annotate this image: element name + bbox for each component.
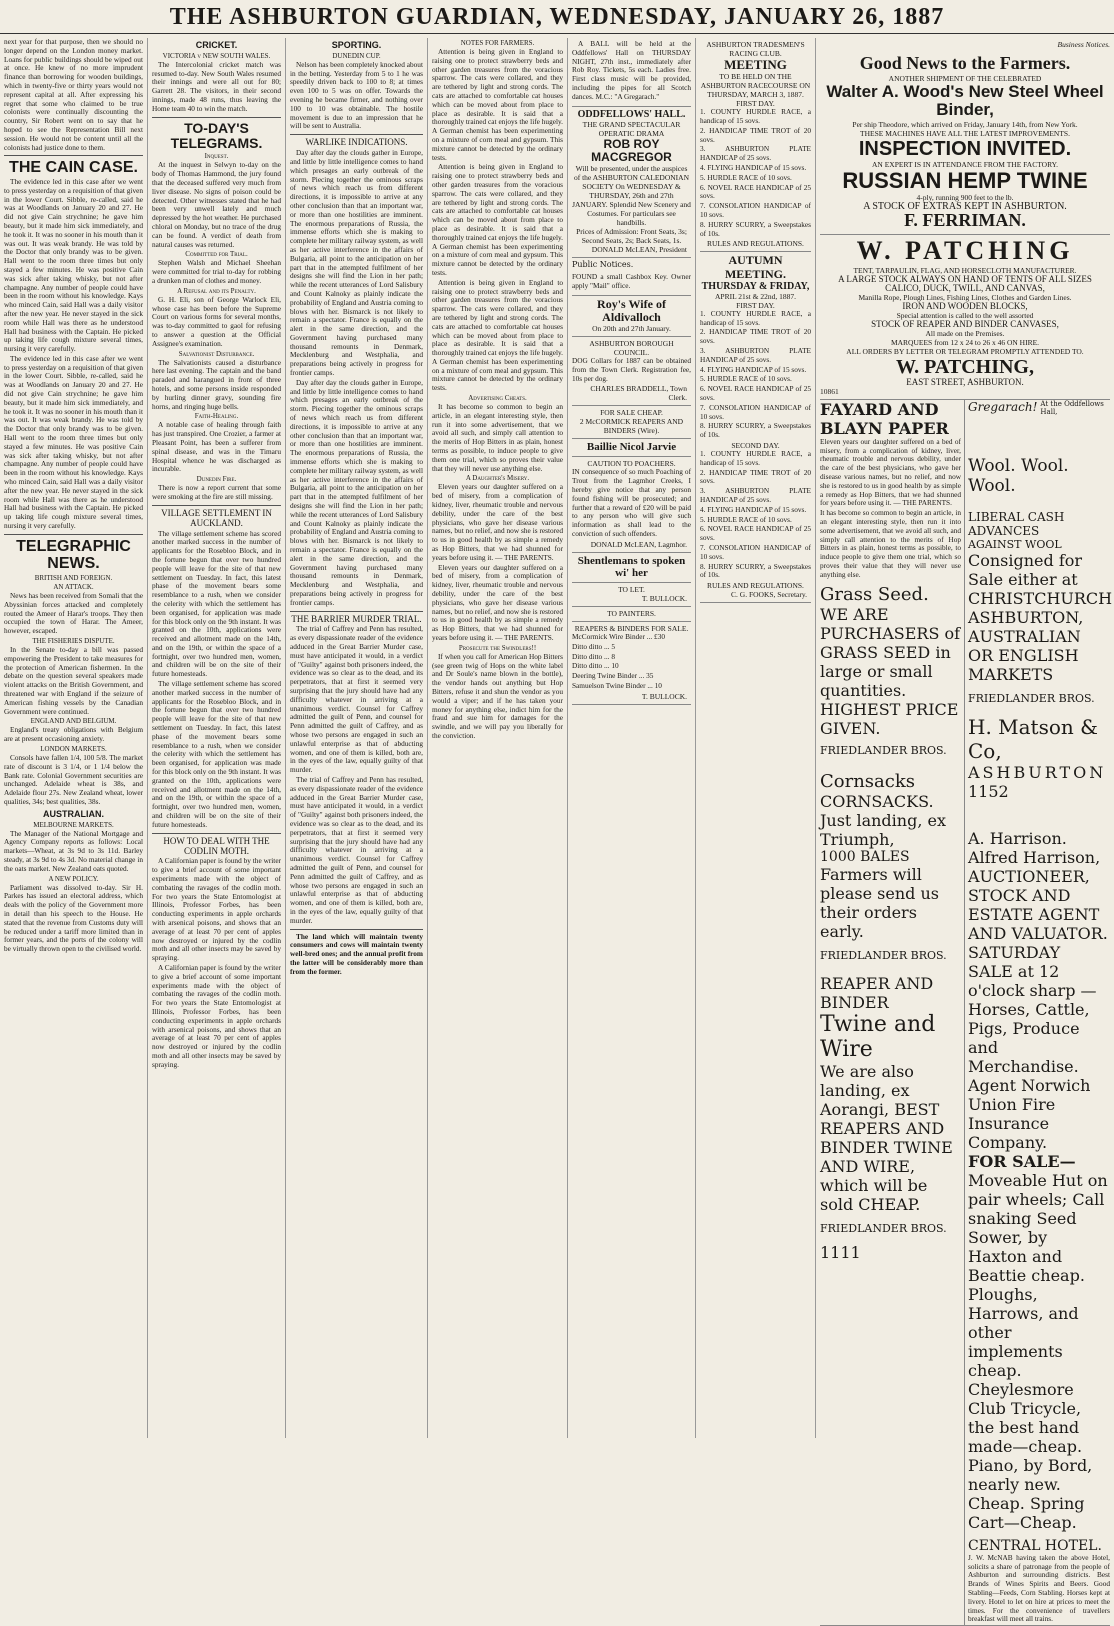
premises-line: All made on the Premises.: [925, 328, 1005, 338]
reapers-line: 2 McCORMICK REAPERS AND BINDERS (Wire).: [579, 417, 684, 436]
race-event-item: 6. NOVEL RACE HANDICAP of 25 sovs.: [700, 524, 811, 543]
reaper-binder-line: REAPER AND BINDER: [820, 973, 934, 1012]
race-event-item: 2. HANDICAP TIME TROT of 20 sovs.: [700, 467, 811, 486]
consigned-line: Consigned for Sale either at: [968, 550, 1083, 589]
fisheries-subhead: THE FISHERIES DISPUTE.: [32, 637, 115, 645]
poachers-ad: [572, 457, 691, 552]
patching-number: 10861: [820, 386, 839, 396]
auctioneer-line: AUCTIONEER, STOCK AND ESTATE AGENT AND VALUATOR.: [968, 866, 1108, 943]
council-ad: [572, 337, 691, 406]
rules-heading-2: RULES AND REGULATIONS.: [707, 581, 804, 591]
notes-farmers-heading: NOTES FOR FARMERS.: [460, 39, 535, 47]
for-sale-heading: FOR SALE—: [968, 1151, 1076, 1171]
mid-left: [820, 400, 965, 1625]
wool-title: Wool. Wool. Wool.: [968, 455, 1069, 496]
todays-telegrams-heading: TO-DAY'S TELEGRAMS.: [170, 119, 263, 152]
baillie-title: Baillie Nicol Jarvie: [586, 441, 677, 454]
oddfellows-small: At the Oddfellows Hall,: [1040, 399, 1104, 416]
spacer: [968, 496, 1110, 510]
melbourne-markets-body: The Manager of the National Mortgage and Agency Company reports as follows: Local markets—Wheat, at 3s 9d to 3s 11d. Barley steady, at 3s 9d to 4s 3d. No material change in the oats market. New Zealand oats quoted.: [4, 828, 143, 873]
to-let-ad: [572, 583, 691, 607]
dog-collars-text: DOG Collars for 1887 can be obtained from the Town Clerk. Registration fee, 10s per dog.: [572, 355, 691, 383]
race-event-item: 7. CONSOLATION HANDICAP of 10 sovs.: [700, 402, 811, 421]
oddfellows-heading: ODDFELLOWS' HALL.: [577, 108, 686, 120]
barrier-murder-body: The trial of Caffrey and Penn has resulted, as every dispassionate reader of the evidence adduced in the Great Barrier Murder case, must have anticipated it would, in a verdict of "Guilty" against both prisoners indeed, the evidence was so clear as to the dead, and its perpetrators, that at first it seemed very surprising that the jury should have had any difficulty whatever in arriving at a unanimous verdict. Counsel for Caffrey admitted the guilt of Penn, and counsel for Penn admitted the guilt of Caffrey, and as whose two persons are engaged in such an unlawful enterprise as that of abducting women, and one of them is killed, both are, in the eyes of the law, equally guilty of that murder.: [290, 624, 423, 775]
mid-right: [965, 399, 1113, 1625]
attack-body: News has been received from Somali that the Abyssinian forces attacked and completely routed the Ameer of Harar's troops. They then occupied the town of Harar. The Ameer, however, escaped.: [4, 591, 143, 636]
manilla-line: Manilla Rope, Plough Lines, Fishing Lines, Clothes and Garden Lines.: [858, 292, 1072, 302]
reapers-binders-item: Ditto ditto ... 10: [572, 661, 619, 671]
shentlemans-ad: [572, 553, 691, 583]
reapers-binders-item: Deering Twine Binder ... 35: [572, 671, 654, 681]
cricket-body: The Intercolonial cricket match was resumed to-day. New South Wales resumed their innings and were all out for 80; Garrett 28. The visitors, in their second innings, made 48 runs, thus leaving the Home team 40 to win the match.: [152, 59, 281, 113]
codlin-moth-body-2: A Californian paper is found by the writer to give a brief account of some important experiments made with the object of combating the ravages of the codlin moth. For two years the State Entomologist at Illinois, Professor Forbes, has been conducting experiments in apple orchards with arsenical poisons, and shows that an average of at least 70 per cent of apples now destroyed or injured by the codlin moth and all other insects may be saved by spraying.: [152, 962, 281, 1069]
president-signature: DONALD McLEAN, President: [591, 244, 687, 254]
stock-extras: A STOCK OF EXTRAS KEPT IN ASHBURTON.: [863, 201, 1067, 213]
faith-healing-body: A notable case of healing through faith has just transpired. One Crozier, a farmer at Pleasant Point, has been a sufferer from spinal disease, and was in the Timaru Hospital whence he was discharged as incurable.: [152, 420, 281, 474]
england-belgium-body: England's treaty obligations with Belgium are at present occasioning anxiety.: [4, 725, 143, 744]
reaper-canvas-line: STOCK OF REAPER AND BINDER CANVASES,: [871, 318, 1059, 329]
ashburton-line: ASHBURTON,: [968, 607, 1084, 627]
mid-ads-row: [820, 399, 1113, 1626]
warlike-body: Day after day the clouds gather in Europe, and little by little intelligence comes to hand which presages an early outbreak of the storm. Piecing together the ominous scraps of news which reach us from different directions, it is impossible to arrive at any other conclusion than that an important war, or more than one hostilities are imminent. The enormous preparations of Russia, the immense efforts which she is making to complete her military railway system, as well as her active interference in the affairs of Bulgaria, all point to the anticipation on her part that in the attempted fulfilment of her designs she will find the Lion in her path; while the recent utterances of Lord Salisbury and Count Kalnoky as plainly indicate the probability of England and Austria coming to blows with her. Bismarck is not likely to remain a spectator. France is equally on the alert in the same direction, and the Government having purchased many thousand remounts in Denmark, Mecklenburg and Westphalia, and preparations being actively in progress for frontier camps.: [290, 148, 423, 378]
gregarach-row: [968, 400, 1110, 416]
baillie-ad: [572, 439, 691, 457]
second-day-heading: SECOND DAY.: [731, 440, 780, 450]
england-belgium-subhead: ENGLAND AND BELGIUM.: [30, 717, 117, 726]
special-line: Special attention is called to the well assorted: [896, 310, 1034, 320]
meeting-title: MEETING: [724, 57, 787, 72]
melbourne-markets-subhead: MELBOURNE MARKETS.: [33, 820, 114, 829]
hemp-sub: 4-ply, running 900 feet to the lb.: [916, 193, 1014, 203]
for-sale-cheap-heading: FOR SALE CHEAP.: [600, 408, 663, 418]
ball-text: A BALL will be held at the Oddfellows' Hall on THURSDAY NIGHT, 27th inst., immediately after Rob Roy. Tickets, 5s each. Ladies free. First class music will be provided, including the pipes for all Scotch dances. M.C.: "A Gregarach.": [572, 39, 691, 101]
attack-subhead: AN ATTACK.: [53, 583, 94, 592]
bullock-signature-2: T. BULLOCK.: [641, 691, 687, 701]
patching-sub: TENT, TARPAULIN, FLAG, AND HORSECLOTH MANUFACTURER.: [853, 265, 1077, 275]
race-event-item: 7. CONSOLATION HANDICAP of 10 sovs.: [700, 201, 811, 220]
codlin-moth-body: A Californian paper is found by the writer to give a brief account of some important experiments made with the object of combating the ravages of the codlin moth. For two years the State Entomologist at Illinois, Professor Forbes, has been conducting experiments in apple orchards with arsenical poisons, and shows that an average of at least 70 per cent of apples now destroyed or injured by the codlin moth and all other insects may be saved by spraying.: [152, 856, 281, 963]
harrison-title: Alfred Harrison,: [968, 847, 1101, 867]
masthead-title: THE ASHBURTON GUARDIAN, WEDNESDAY, JANUARY 26, 1887: [169, 4, 945, 30]
roys-wife-title: Roy's Wife of Aldivalloch: [597, 296, 666, 324]
race-event-item: 2. HANDICAP TIME TROT of 20 sovs.: [700, 327, 811, 346]
fisheries-body: In the Senate to-day a bill was passed empowering the President to take measures for the protection of American fishermen. In the debate on the question several speakers made violent attacks on the British Government, and threatened war with England if the seizure of American fishing vessels by the Canadian Government were continued.: [4, 645, 143, 716]
london-markets-body: Consols have fallen 1/4, 100 5/8. The market rate of discount is 3 1/4, or 1 1/4 below the Bank rate. Colonial Government securities are unchanged. Adelaide wheat is 38s, and Adelaide flour 27s. New Zealand wheat, lower qualities, 34s; best qualities, 38s.: [4, 752, 143, 806]
salvation-body: The Salvationists caused a disturbance here last evening. The captain and the band paraded and harangued in front of three hotels, and some persons inside responded by hurling dinner gravy, sounding fire horns, and ringing huge bells.: [152, 357, 281, 411]
notes-farmers-body-2: Attention is being given in England to raising one to protect strawberry beds and other garden treasures from the voracious sparrow. The cats were collared, and they are tethered by light and strong cords. The cats are attached to comfortable cat houses which can be moved about from place to place as desirable. It is said that a thoroughly trained cat enjoys the life hugely. A German chemist has been experimenting on a mixture of corn meal and gypsum. This mixture cannot be detected by the ordinary tests.: [432, 162, 563, 277]
number-2: 1111: [820, 1242, 861, 1262]
barrier-murder-heading: THE BARRIER MURDER TRIAL.: [291, 613, 422, 624]
friedlander-4: FRIEDLANDER BROS.: [968, 691, 1095, 705]
first-day-heading: FIRST DAY.: [736, 99, 775, 109]
ferriman-name: F. FERRIMAN.: [904, 210, 1026, 231]
poachers-text: IN consequence of so much Poaching of Trout from the Lagmhor Creeks, I hereby give notice that any person found fishing will be prosecuted; and further that a reward of £20 will be paid to any person who will give such information as shall lead to the conviction of such offenders.: [572, 467, 691, 538]
council-heading: ASHBURTON BOROUGH COUNCIL.: [589, 338, 674, 357]
daughters-misery-body-2: Eleven years our daughter suffered on a bed of misery, from a complication of kidney, liver, rheumatic trouble and nervous debility, under the care of the best physicians, who gave her disease various names, but no relief, and now she is restored to us in good health by as simple a remedy as Hop Bitters, that we had shunned for years before using it. — THE PARENTS.: [432, 562, 563, 642]
english-markets-line: OR ENGLISH MARKETS: [968, 645, 1079, 684]
reapers-binders-heading: REAPERS & BINDERS FOR SALE.: [574, 623, 689, 633]
first-day-heading-2: FIRST DAY.: [736, 300, 775, 310]
intro-paragraph: next year for that purpose, then we should no longer depend on the London money market. Loans for public buildings should be wiped out at once. He knew of no more imprudent finance than borrowing for wooden buildings, which in twenty-five or thirty years would not represent capital at all. After expressing his regret that some who claimed to be true colonists were continually discounting the country, Sir Robert went on to say that he hoped to see the Representation Bill next session. He would not be content until all the colonists had justice done to them.: [4, 37, 143, 152]
new-policy-subhead: A NEW POLICY.: [48, 874, 99, 883]
telegraphic-news-heading: TELEGRAPHIC NEWS.: [16, 537, 131, 573]
race-event-item: 5. HURDLE RACE of 10 sovs.: [700, 374, 792, 384]
cornsacks-title: Cornsacks: [820, 770, 916, 792]
cain-case-body-2: The evidence led in this case after we went to press yesterday on a requisition of that given in the lower Court. Sibble, re-called, said he was at Woodlands on January 20 and 27. He did not give Cain strychnine; he gave him beauty, but it made him sick immediately, and he took it. It was no sooner in his mouth than it was out. It was weak brandy. He was told by the Doctor that only brandy was to be given. Hall went to the room three times but only stayed a few minutes. He was positive Cain was sick after taking whisky, but not after champagne. Any number of people could have been in the room without his knowledge. Kays who minced Cain, said Hall was a daily visitor after the new year. He never stayed in the sick room while Hall was there as he understood Hall had business with the Captain. He picked up taking life cough mixture several times, nursing it very carefully.: [4, 353, 143, 531]
column-6: [696, 38, 816, 1438]
patching-ad: [820, 235, 1110, 400]
wood-binder-ad: [820, 52, 1110, 235]
barrier-murder-body-2: The trial of Caffrey and Penn has resulted, as every dispassionate reader of the evidence adduced in the Great Barrier Murder case, must have anticipated it would, in a verdict of "Guilty" against both prisoners indeed, the evidence was so clear as to the dead, and its perpetrators, that at first it seemed very surprising that the jury should have had any difficulty whatever in arriving at a unanimous verdict. Counsel for Caffrey admitted the guilt of Penn, and counsel for Penn admitted the guilt of Caffrey, and as whose two persons are engaged in such an unlawful enterprise as that of abducting women, and one of them is killed, both are, in the eyes of the law, equally guilty of that murder.: [290, 775, 423, 925]
business-notices-label: [820, 38, 1110, 52]
divider: [290, 929, 423, 930]
village-settlement-body: The village settlement scheme has scored another marked success in the number of applicants for the Rosebloo Block, and in the fortune begun that over two hundred people will leave for the site of that new settlement on Tuesday. In fact, this latest phase of the movement bears some resemblance to a rush, when we consider the celerity with which the settlement has been organised, for application was made for this block only on the 9th instant. It was granted on the 10th, applications were received and allotment made on the 14th, and on the 19th, or within the space of a fortnight, over two hundred men, women, and children will be on the site of their future homesteads.: [152, 528, 281, 679]
grass-seed-title: Grass Seed.: [820, 583, 929, 605]
race-event-item: 3. ASHBURTON PLATE HANDICAP of 25 sovs.: [700, 486, 811, 504]
ball-ad: [572, 38, 691, 107]
reapers-binders-ad: [572, 622, 691, 705]
race-event-item: 5. HURDLE RACE of 10 sovs.: [700, 172, 792, 182]
divider: [152, 833, 281, 834]
events-list: [700, 108, 811, 238]
race-event-item: 4. FLYING HANDICAP of 15 sovs.: [700, 163, 807, 173]
good-news-title: Good News to the Farmers.: [859, 53, 1071, 73]
twine-wire-body: We are also landing, ex Aorangi, BEST REAPERS AND BINDER TWINE AND WIRE, which will be sold CHEAP.: [820, 1061, 953, 1214]
dunedin-fire-subhead: Dunedin Fire.: [196, 475, 237, 484]
rules-heading: RULES AND REGULATIONS.: [707, 239, 804, 249]
race-event-item: 1. COUNTY HURDLE RACE, a handicap of 15 sovs.: [700, 308, 811, 327]
race-event-item: 1. COUNTY HURDLE RACE, a handicap of 15 sovs.: [700, 107, 811, 126]
shentlemans-title: Shentlemans to spoken wi' her: [577, 554, 686, 579]
saturday-line: SATURDAY SALE at 12 o'clock sharp —Horses, Cattle, Pigs, Produce and Merchandise.: [968, 942, 1097, 1076]
masthead: [0, 0, 1114, 34]
friedlander-3: FRIEDLANDER BROS.: [820, 1221, 947, 1235]
dunedin-fire-body: There is now a report current that some were smoking at the fire are still missing.: [152, 483, 281, 501]
twine-wire-title: Twine and Wire: [820, 1011, 936, 1062]
autumn-days: THURSDAY & FRIDAY,: [701, 280, 810, 292]
cain-case-heading: THE CAIN CASE.: [9, 159, 138, 177]
shipment-line: ANOTHER SHIPMENT OF THE CELEBRATED: [888, 73, 1042, 83]
refusal-body: G. H. Eli, son of George Warlock Eli, whose case has been before the Supreme Court on various forms for several months, was to-day committed to gaol for refusing to answer a question at the Official Assignee's examination.: [152, 294, 281, 348]
committed-body: Stephen Walsh and Michael Sheehan were committed for trial to-day for robbing a drunken man of clothes and money.: [152, 258, 281, 286]
rob-roy-title: ROB ROY MACGREGOR: [591, 136, 672, 164]
village-settlement-body-2: The village settlement scheme has scored another marked success in the number of applicants for the Rosebloo Block, and in the fortune begun that over two hundred people will leave for the site of that new settlement on Tuesday. In fact, this latest phase of the movement bears some resemblance to a rush, when we consider the celerity with which the settlement has been organised, for application was made for this block only on the 9th instant. It was granted on the 10th, applications were received and allotment made on the 14th, and on the 19th, or within the space of a fortnight, over two hundred men, women, and children will be on the site of their future homesteads.: [152, 679, 281, 829]
divider: [290, 611, 423, 612]
race-event-item: 4. FLYING HANDICAP of 15 sovs.: [700, 504, 807, 514]
spacer: [968, 801, 1110, 829]
racing-club-heading: ASHBURTON TRADESMEN'S RACING CLUB.: [706, 40, 805, 58]
race-event-item: 3. ASHBURTON PLATE HANDICAP of 25 sovs.: [700, 144, 811, 163]
patching-address: EAST STREET, ASHBURTON.: [906, 376, 1024, 387]
autumn-meeting-ad: [700, 252, 811, 603]
public-notices-heading: Public Notices.: [572, 259, 634, 269]
divider: [152, 117, 281, 118]
meeting-body: TO BE HELD ON THE ASHBURTON RACECOURSE ON THURSDAY, MARCH 3, 1887.: [700, 72, 811, 100]
reapers-binders-item: McCormick Wire Binder ... £30: [572, 631, 665, 641]
australian-heading: AUSTRALIAN.: [43, 808, 104, 819]
poachers-signature: DONALD McLEAN, Lagmhor.: [590, 539, 687, 549]
racing-club-ad: [700, 38, 811, 252]
divider: [4, 155, 143, 156]
bullock-signature: T. BULLOCK.: [641, 593, 687, 603]
expert-line: AN EXPERT IS IN ATTENDANCE FROM THE FACTORY.: [872, 160, 1058, 170]
column-4: [428, 38, 568, 1438]
found-text: FOUND a small Cashbox Key. Owner apply "Mail" office.: [572, 271, 691, 290]
race-event-item: 5. HURDLE RACE of 10 sovs.: [700, 514, 792, 524]
reapers-binders-list: [572, 633, 691, 691]
binder-title: Walter A. Wood's New Steel Wheel Binder,: [826, 81, 1104, 120]
for-sale-body: Moveable Hut on pair wheels; Call snaking Seed Sower, by Haxton and Beattie cheap. Ploughs, Harrows, and other implements cheap. Cheylesmore Club Tricycle, the best hand made—cheap. Piano, by Bord, nearly new. Cheap. Spring Cart—Cheap.: [968, 1170, 1108, 1532]
new-policy-body: Parliament was dissolved to-day. Sir H. Parkes has issued an electoral address, which deals with the policy of the Government more in detail than his speech to the House. He stated that the revenue from Customs duty will be reduced under a tariff more limited than in former years, and the ports of the colony will be virtually thrown open to the civilised world.: [4, 882, 143, 954]
blocks-line: IRON AND WOODEN BLOCKS,: [902, 300, 1028, 311]
harrison-small: A. Harrison.: [968, 828, 1067, 848]
landing-line: Just landing, ex Triumph,: [820, 810, 946, 849]
for-sale-cheap-ad: [572, 406, 691, 439]
dunedin-cup-body: Nelson has been completely knocked about in the betting. Yesterday from 5 to 1 he was speedily driven back to 100 to 8; at times even 100 to 5 was on offer. Towards the evening he became firmer, and nothing over 100 to 10 was obtainable. The hostile movement is due to an impression that he will be sent to Australia.: [290, 59, 423, 131]
rob-roy-body: Will be presented, under the auspices of the ASHBURTON CALEDONIAN SOCIETY On WEDNESDAY & THURSDAY, 26th and 27th JANUARY. Splendid New Scenery and Costumes. For particulars see handbills.: [572, 163, 691, 227]
friedlander-1: FRIEDLANDER BROS.: [820, 743, 947, 757]
patching-stock: A LARGE STOCK ALWAYS ON HAND OF TENTS OF ALL SIZES CALICO, DUCK, TWILL, AND CANVAS,: [838, 273, 1092, 293]
central-hotel-body: J. W. McNAB having taken the above Hotel, solicits a share of patronage from the people of Ashburton and surrounding districts. Best Brands of Wines Spirits and Beers. Good Stabling—Feeds, Corn Stabling. Horses kept at livery. Hotel to let on hire at prices to meet the times. For the convenience of travellers breakfast will meet all trains.: [968, 1552, 1110, 1624]
column-3: [286, 38, 428, 1438]
race-event-item: 8. HURRY SCURRY, a Sweepstakes of 10s.: [700, 219, 811, 238]
patching-title: W. PATCHING: [856, 236, 1074, 266]
sporting-heading: SPORTING.: [331, 40, 382, 50]
village-settlement-heading: VILLAGE SETTLEMENT IN AUCKLAND.: [161, 507, 272, 528]
race-event-item: 8. HURRY SCURRY, a Sweepstakes of 10s.: [700, 421, 811, 440]
warlike-body-2: Day after day the clouds gather in Europe, and little by little intelligence comes to hand which presages an early outbreak of the storm. Piecing together the ominous scraps of news which reach us from different directions, it is impossible to arrive at any other conclusion than that an important war, or more than one hostilities are imminent. The enormous preparations of Russia, the immense efforts which she is making to complete her military railway system, as well as her active interference in the affairs of Bulgaria, all point to the anticipation on her part that in the attempted fulfilment of her designs she will find the Lion in her path; while the recent utterances of Lord Salisbury and Count Kalnoky as plainly indicate the probability of England and Austria coming to blows with her. Bismarck is not likely to remain a spectator. France is equally on the alert in the same direction, and the Government having purchased many thousand remounts in Denmark, Mecklenburg and Westphalia, and preparations being actively in progress for frontier camps.: [290, 377, 423, 607]
notes-farmers-body: Attention is being given in England to raising one to protect strawberry beds and other garden treasures from the voracious sparrow. The cats were collared, and they are tethered by light and strong cords. The cats are attached to comfortable cat houses which can be moved about from place to place as desirable. It is said that a thoroughly trained cat enjoys the life hugely. A German chemist has been experimenting on a mixture of corn meal and gypsum. This mixture cannot be detected by the ordinary tests.: [432, 47, 563, 162]
matson-town: ASHBURTON: [968, 762, 1107, 782]
advertising-cheats-body: It has become so common to begin an article, in an elegant interesting style, then run it into some advertisement, that we avoid all such, and simply call attention to the merits of Hop Bitters in as plain, honest terms as possible, to induce people to give them one trial, which so proves their value that they will never use anything else.: [432, 402, 563, 473]
to-let-heading: TO LET.: [618, 584, 645, 594]
gregarach-title: Gregarach!: [968, 399, 1038, 414]
race-event-item: 6. NOVEL RACE HANDICAP of 25 sovs.: [700, 182, 811, 201]
codlin-moth-heading: HOW TO DEAL WITH THE CODLIN MOTH.: [163, 835, 270, 856]
advertising-cheats-heading: Advertising Cheats.: [468, 394, 527, 403]
salvation-subhead: Salvationist Disturbance.: [178, 349, 255, 358]
australian-line: AUSTRALIAN: [968, 626, 1081, 646]
inquest-subhead: Inquest.: [204, 152, 229, 161]
race-event-item: 6. NOVEL RACE HANDICAP of 25 sovs.: [700, 384, 811, 402]
fayard-body: Eleven years our daughter suffered on a bed of misery, from a complication of kidney, liver, rheumatic trouble and nervous debility, under the care of the best physicians, who gave her disease various names, but no relief, and now she is restored to us in good health by as simple a remedy as Hop Bitters, that we had shunned for years before using it. — THE PARENTS.: [820, 436, 961, 508]
against-wool: AGAINST WOOL: [968, 537, 1062, 551]
race-event-item: 4. FLYING HANDICAP of 15 sovs.: [700, 364, 807, 374]
race-event-item: 7. CONSOLATION HANDICAP of 10 sovs.: [700, 542, 811, 561]
column-1: [0, 38, 148, 1438]
land-closing-paragraph: The land which will maintain twenty consumers and cows will maintain twenty well-bred ones; and the annual profit from the latter will be considerably more than from the former.: [290, 931, 423, 976]
orders-line: ALL ORDERS BY LETTER OR TELEGRAM PROMPTLY ATTENDED TO.: [846, 346, 1084, 356]
autumn-title: AUTUMN MEETING.: [724, 253, 786, 281]
cricket-heading: CRICKET.: [195, 40, 238, 50]
roys-wife-date: On 20th and 27th January.: [592, 323, 671, 333]
committed-subhead: Committed for Trial.: [185, 250, 248, 259]
matson-number: 1152: [968, 781, 1009, 801]
daughters-misery-body: Eleven years our daughter suffered on a bed of misery, from a complication of kidney, liver, rheumatic trouble and nervous debility, under the care of the best physicians, who gave her disease various names, but no relief, and now she is restored to us in good health by as simple a remedy as Hop Bitters, that we had shunned for years before using it. — THE PARENTS.: [432, 482, 563, 562]
town-clerk-signature: CHARLES BRADDELL, Town Clerk.: [590, 384, 687, 403]
race-event-item: 8. HURRY SCURRY, a Sweepstakes of 10s.: [700, 561, 811, 580]
cain-case-body: The evidence led in this case after we went to press yesterday on a requisition of that given in the lower Court. Sibble, re-called, said he was at Woodlands on January 20 and 27. He did not give Cain strychnine; he gave him beauty, but it made him sick immediately, and he took it. It was no sooner in his mouth than it was out. It was weak brandy. He was told by the Doctor that only brandy was to be given. Hall went to the room three times but only stayed a few minutes. He was positive Cain was sick after taking whisky, but not after champagne. Any number of people could have been in the room without his knowledge. Kays who minced Cain, said Hall was a daily visitor after the new year. He never stayed in the sick room while Hall was there as he understood Hall had business with the Captain. He picked up taking life cough mixture several times, nursing it very carefully.: [4, 176, 143, 354]
divider: [152, 505, 281, 506]
race-event-item: 1. COUNTY HURDLE RACE, a handicap of 15 sovs.: [700, 448, 811, 467]
cornsacks-sub: CORNSACKS.: [820, 791, 934, 811]
secretary-signature: C. G. FOOKS, Secretary.: [731, 590, 807, 600]
dunedin-cup-subhead: DUNEDIN CUP.: [332, 51, 381, 60]
events-list-2: [700, 310, 811, 440]
business-notices-heading: Business Notices.: [1057, 40, 1110, 49]
swindlers-heading: Prosecute the Swindlers!!: [458, 643, 537, 652]
purchasers-line: WE ARE PURCHASERS of GRASS SEED in large or small quantities. HIGHEST PRICE GIVEN.: [820, 604, 961, 738]
spacer: [968, 416, 1110, 456]
central-hotel-title: CENTRAL HOTEL.: [968, 1537, 1102, 1554]
poachers-heading: CAUTION TO POACHERS.: [587, 459, 676, 469]
autumn-date: APRIL 21st & 22nd, 1887.: [715, 291, 796, 301]
painters-ad: [572, 607, 691, 622]
grand-drama-line: THE GRAND SPECTACULAR OPERATIC DRAMA: [582, 119, 681, 138]
farmers-early-line: Farmers will please send us their orders early.: [820, 864, 939, 941]
found-ad: [572, 271, 691, 296]
race-event-item: 3. ASHBURTON PLATE HANDICAP of 25 sovs.: [700, 346, 811, 364]
inspection-title: INSPECTION INVITED.: [858, 138, 1072, 161]
cricket-subhead: VICTORIA v NEW SOUTH WALES.: [162, 51, 271, 60]
reapers-binders-item: Ditto ditto ... 5: [572, 641, 615, 651]
reapers-binders-item: Samuelson Twine Binder ... 10: [572, 680, 662, 690]
roys-wife-ad: [572, 296, 691, 337]
events-list-3: [700, 450, 811, 580]
prices-line: Prices of Admission: Front Seats, 3s; Second Seats, 2s; Back Seats, 1s.: [576, 226, 687, 245]
fayard-heading: FAYARD AND BLAYN PAPER: [820, 399, 949, 438]
liberal-advances: LIBERAL CASH ADVANCES: [968, 509, 1065, 538]
divider: [290, 134, 423, 135]
painters-heading: TO PAINTERS.: [607, 608, 656, 618]
matson-title: H. Matson & Co,: [968, 714, 1098, 763]
notes-farmers-body-3: Attention is being given in England to raising one to protect strawberry beds and other garden treasures from the voracious sparrow. The cats were collared, and they are tethered by light and strong cords. The cats are attached to comfortable cat houses which can be moved about from place to place as desirable. It is said that a thoroughly trained cat enjoys the life hugely. A German chemist has been experimenting on a mixture of corn meal and gypsum. This mixture cannot be detected by the ordinary tests.: [432, 277, 563, 393]
faith-healing-subhead: Faith-Healing.: [194, 412, 239, 421]
hemp-title: RUSSIAN HEMP TWINE: [842, 168, 1088, 194]
latest-improvements: THESE MACHINES HAVE ALL THE LATEST IMPROVEMENTS.: [860, 129, 1070, 139]
marquees-line: MARQUEES from 12 x 24 to 26 x 46 ON HIRE.: [890, 337, 1040, 347]
london-markets-subhead: LONDON MARKETS.: [40, 744, 107, 753]
bales-line: 1000 BALES: [820, 848, 910, 865]
column-business: [816, 38, 1114, 1624]
binder-sub: Per ship Theodore, which arrived on Friday, January 14th, from New York.: [852, 120, 1078, 130]
friedlander-2: FRIEDLANDER BROS.: [820, 948, 947, 962]
british-foreign-subhead: BRITISH AND FOREIGN.: [34, 574, 113, 583]
divider: [4, 534, 143, 535]
fayard-body-2: It has become so common to begin an article, in an elegant interesting style, then run it into some advertisement, that we avoid all such, and simply call attention to the merits of Hop Bitters in as plain, honest terms as possible, to induce people to give them one trial, which so proves their value that they will never use anything else.: [820, 508, 961, 579]
swindlers-body: If when you call for American Hop Bitters (see green twig of Hops on the white label and Dr Soule's name blown in the bottle), the vendor hands out anything but Hop Bitters, refuse it and shun the vendor as you would a viper; and if he has taken your money for anything else, indict him for the fraud and sue him for damages for the swindle, and we will pay you liberally for the conviction.: [432, 651, 563, 740]
daughters-misery-heading: A Daughter's Misery.: [465, 474, 530, 483]
warlike-indications-heading: WARLIKE INDICATIONS.: [305, 137, 408, 148]
reapers-binders-item: Ditto ditto ... 8: [572, 651, 615, 661]
christchurch-line: CHRISTCHURCH: [968, 588, 1113, 608]
inquest-body: At the inquest in Selwyn to-day on the body of Thomas Hammond, the jury found that the deceased suffered very much from liver disease. No signs of poison could be detected. Other witnesses stated that he had been very unwell lately and much depressed by the hot weather. He purchased chloral on Monday, but no trace of the drug can be found. A verdict of death from natural causes was returned.: [152, 160, 281, 249]
refusal-subhead: A Refusal and its Penalty.: [177, 286, 256, 295]
rob-roy-ad: [572, 107, 691, 258]
patching-name: W. PATCHING,: [896, 355, 1034, 378]
race-event-item: 2. HANDICAP TIME TROT of 20 sovs.: [700, 125, 811, 144]
column-5: [568, 38, 696, 1438]
agent-line: Agent Norwich Union Fire Insurance Company.: [968, 1075, 1091, 1152]
column-2: [148, 38, 286, 1438]
